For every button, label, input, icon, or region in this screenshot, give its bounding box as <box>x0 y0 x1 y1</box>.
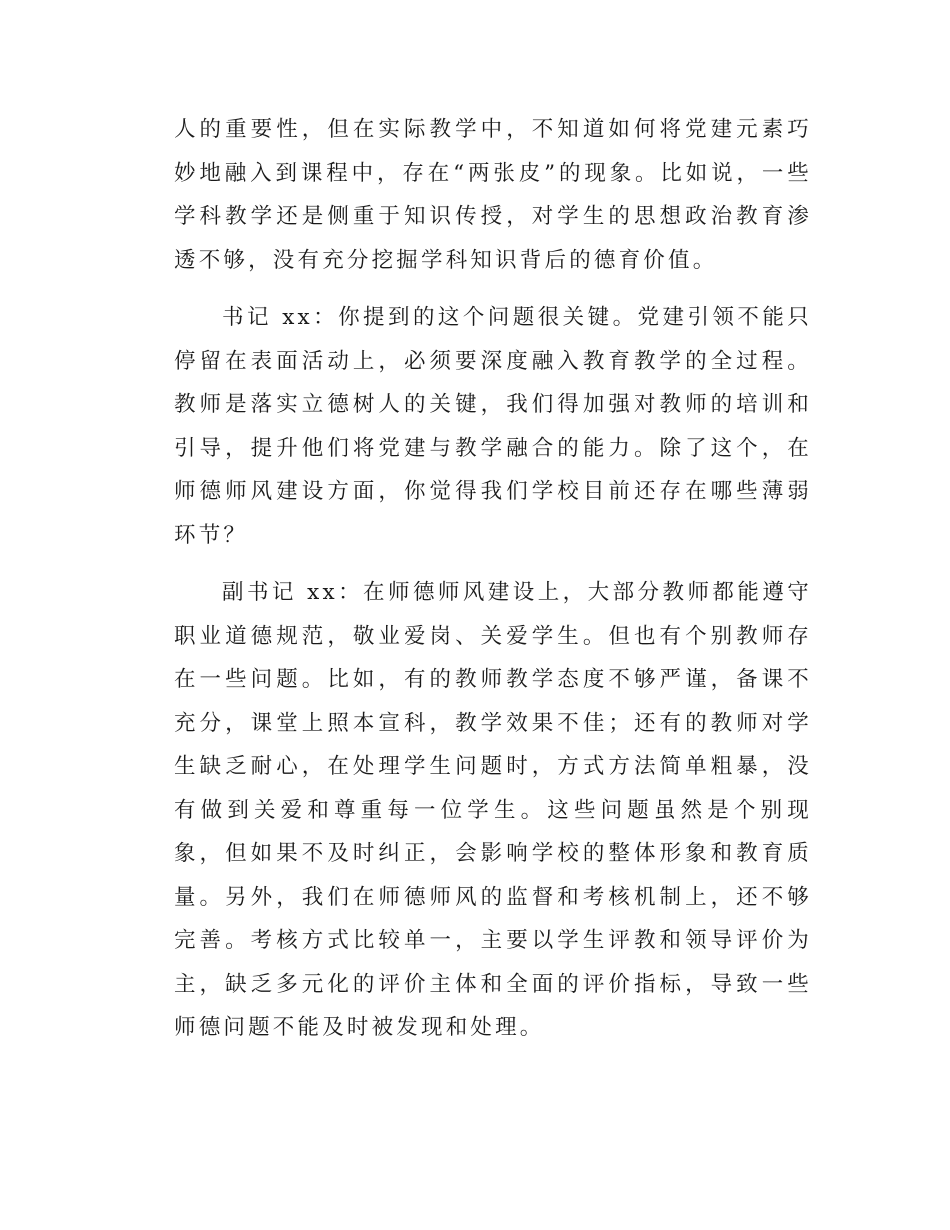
paragraph-secretary: 书记 xx：你提到的这个问题很关键。党建引领不能只停留在表面活动上，必须要深度融入教育教学的全过程。教师是落实立德树人的关键，我们得加强对教师的培训和引导，提升他们将党建与教学融合的能力。除了这个，在师德师风建设方面，你觉得我们学校目前还存在哪些薄弱环节？ <box>174 305 812 548</box>
paragraph-gap <box>174 557 812 571</box>
paragraph-continuation: 人的重要性，但在实际教学中，不知道如何将党建元素巧妙地融入到课程中，存在“两张皮”的现象。比如说，一些学科教学还是侧重于知识传授，对学生的思想政治教育渗透不够，没有充分挖掘学科知识背后的德育价值。 <box>174 117 812 273</box>
paragraph-gap <box>174 282 812 296</box>
paragraph-deputy-secretary: 副书记 xx：在师德师风建设上，大部分教师都能遵守职业道德规范，敬业爱岗、关爱学生。但也有个别教师存在一些问题。比如，有的教师教学态度不够严谨，备课不充分，课堂上照本宣科，教学效果不佳；还有的教师对学生缺乏耐心，在处理学生问题时，方式方法简单粗暴，没有做到关爱和尊重每一位学生。这些问题虽然是个别现象，但如果不及时纠正，会影响学校的整体形象和教育质量。另外，我们在师德师风的监督和考核机制上，还不够完善。考核方式比较单一，主要以学生评教和领导评价为主，缺乏多元化的评价主体和全面的评价指标，导致一些师德问题不能及时被发现和处理。 <box>174 580 812 1040</box>
document-body <box>174 108 812 1050</box>
